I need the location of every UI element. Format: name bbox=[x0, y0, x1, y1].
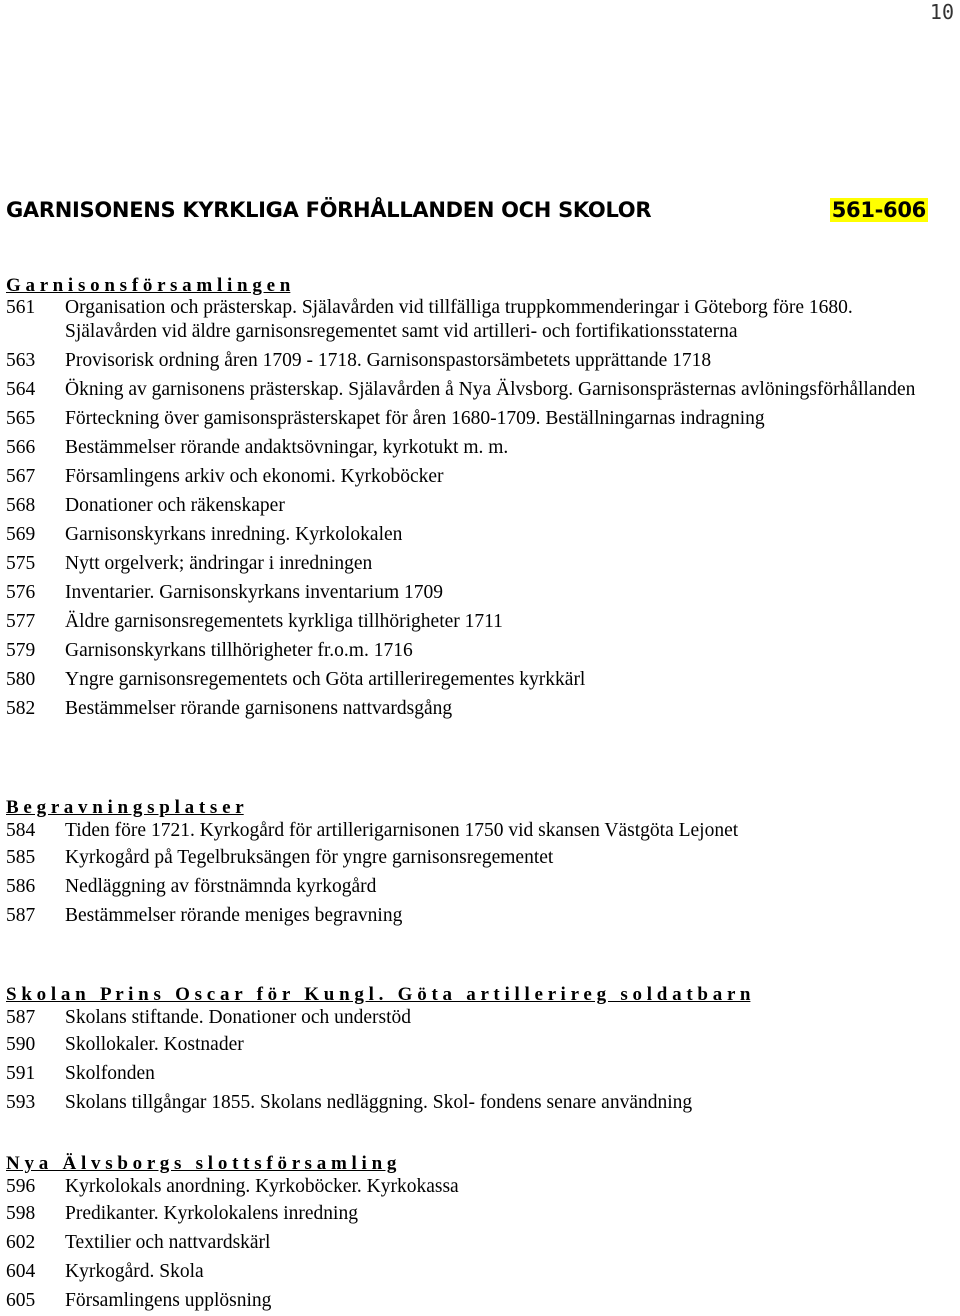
entry-number: 584 bbox=[6, 820, 36, 841]
list-item bbox=[6, 843, 936, 872]
section-skolan-prins-oscar bbox=[6, 985, 936, 1117]
section-title: B e g r a v n i n g s p l a t s e r bbox=[6, 797, 244, 818]
entry-number: 563 bbox=[6, 350, 36, 371]
entry-text: Församlingens upplösning bbox=[65, 1290, 272, 1311]
entry-number: 567 bbox=[6, 466, 36, 487]
entry-text: Yngre garnisonsregementets och Göta artilleriregementes kyrkkärl bbox=[65, 669, 586, 690]
entry-number: 593 bbox=[6, 1092, 36, 1113]
list-item bbox=[6, 665, 936, 694]
list-item bbox=[6, 578, 936, 607]
entry-text: Skolans stiftande. Donationer och understöd bbox=[65, 1007, 412, 1028]
entry-number: 604 bbox=[6, 1261, 36, 1282]
entry-number: 580 bbox=[6, 669, 36, 690]
entry-text: Ökning av garnisonens prästerskap. Själavården å Nya Älvsborg. Garnisonsprästernas avlöningsförhållanden bbox=[65, 379, 916, 400]
section-garnisonsforsamlingen bbox=[6, 276, 936, 723]
entry-number: 602 bbox=[6, 1232, 36, 1253]
entry-number: 586 bbox=[6, 876, 36, 897]
list-item bbox=[6, 607, 936, 636]
list-item bbox=[6, 1228, 936, 1257]
entry-text: Kyrkogård på Tegelbruksängen för yngre garnisonsregementet bbox=[65, 847, 554, 868]
entry-text: Tiden före 1721. Kyrkogård för artillerigarnisonen 1750 vid skansen Västgöta Lejonet bbox=[65, 820, 739, 841]
list-item bbox=[6, 818, 936, 843]
entry-number: 591 bbox=[6, 1063, 36, 1084]
entry-number: 590 bbox=[6, 1034, 36, 1055]
list-item bbox=[6, 1088, 936, 1117]
entry-number: 566 bbox=[6, 437, 36, 458]
section-nya-alvsborg bbox=[6, 1154, 936, 1315]
entry-text: Kyrkogård. Skola bbox=[65, 1261, 204, 1282]
heading-title: GARNISONENS KYRKLIGA FÖRHÅLLANDEN OCH SKOLOR bbox=[6, 198, 652, 222]
entry-number: 587 bbox=[6, 905, 36, 926]
entry-text: Inventarier. Garnisonskyrkans inventarium 1709 bbox=[65, 582, 443, 603]
entry-number: 575 bbox=[6, 553, 36, 574]
entry-text: Donationer och räkenskaper bbox=[65, 495, 285, 516]
list-item bbox=[6, 872, 936, 901]
list-item bbox=[6, 1199, 936, 1228]
entry-number: 587 bbox=[6, 1007, 36, 1028]
entry-text: Bestämmelser rörande meniges begravning bbox=[65, 905, 403, 926]
list-item bbox=[6, 1030, 936, 1059]
list-item bbox=[6, 901, 936, 930]
entry-text: Predikanter. Kyrkolokalens inredning bbox=[65, 1203, 358, 1224]
entry-number: 598 bbox=[6, 1203, 36, 1224]
list-item bbox=[6, 491, 936, 520]
entry-number: 576 bbox=[6, 582, 36, 603]
list-item bbox=[6, 1257, 936, 1286]
list-item bbox=[6, 549, 936, 578]
section-begravningsplatser bbox=[6, 798, 936, 930]
entry-text: Nedläggning av förstnämnda kyrkogård bbox=[65, 876, 377, 897]
entry-number: 569 bbox=[6, 524, 36, 545]
entry-text: Provisorisk ordning åren 1709 - 1718. Garnisonspastorsämbetets upprättande 1718 bbox=[65, 350, 712, 371]
entry-number: 565 bbox=[6, 408, 36, 429]
list-item bbox=[6, 433, 936, 462]
entry-number: 577 bbox=[6, 611, 36, 632]
list-item bbox=[6, 462, 936, 491]
list-item bbox=[6, 636, 936, 665]
entry-text: Textilier och nattvardskärl bbox=[65, 1232, 271, 1253]
entry-number: 605 bbox=[6, 1290, 36, 1311]
entry-text: Äldre garnisonsregementets kyrkliga tillhörigheter 1711 bbox=[65, 611, 503, 632]
list-item bbox=[6, 1059, 936, 1088]
entry-text: Församlingens arkiv och ekonomi. Kyrkoböcker bbox=[65, 466, 444, 487]
entry-text: Bestämmelser rörande andaktsövningar, kyrkotukt m. m. bbox=[65, 437, 509, 458]
entry-text: Skolfonden bbox=[65, 1063, 155, 1084]
entry-number: 596 bbox=[6, 1176, 36, 1197]
entry-number: 582 bbox=[6, 698, 36, 719]
entry-number: 561 bbox=[6, 297, 36, 318]
entry-text: Skolans tillgångar 1855. Skolans nedläggning. Skol- fondens senare användning bbox=[65, 1092, 693, 1113]
section-title: N y a Ä l v s b o r g s s l o t t s f ö r s a m l i n g bbox=[6, 1153, 397, 1174]
list-item bbox=[6, 520, 936, 549]
list-item bbox=[6, 346, 936, 375]
entry-text: Förteckning över gamisonsprästerskapet för åren 1680-1709. Beställningarnas indragning bbox=[65, 408, 765, 429]
entry-number: 585 bbox=[6, 847, 36, 868]
entry-number: 579 bbox=[6, 640, 36, 661]
entry-number: 568 bbox=[6, 495, 36, 516]
entry-text: Garnisonskyrkans inredning. Kyrkolokalen bbox=[65, 524, 403, 545]
entry-text: Skollokaler. Kostnader bbox=[65, 1034, 244, 1055]
heading-range: 561-606 bbox=[831, 198, 926, 222]
page-number: 10 bbox=[929, 0, 954, 24]
list-item bbox=[6, 1174, 936, 1199]
entry-text: Organisation och prästerskap. Själavården vid tillfälliga truppkommenderingar i Göteborg före 1680. Själavården vid äldre garnisonsregementet samt vid artilleri- och fortifikationsstaterna bbox=[65, 297, 853, 342]
page-title bbox=[6, 198, 928, 222]
entry-text: Kyrkolokals anordning. Kyrkoböcker. Kyrkokassa bbox=[65, 1176, 459, 1197]
section-title: S k o l a n P r i n s O s c a r f ö r K u n g l . G ö t a a r t i l l e r i r e g s o l d a t b a r n bbox=[6, 984, 751, 1005]
list-item bbox=[6, 375, 936, 404]
entry-text: Nytt orgelverk; ändringar i inredningen bbox=[65, 553, 373, 574]
entry-text: Garnisonskyrkans tillhörigheter fr.o.m. 1716 bbox=[65, 640, 413, 661]
list-item bbox=[6, 404, 936, 433]
list-item bbox=[6, 1286, 936, 1315]
section-title: G a r n i s o n s f ö r s a m l i n g e n bbox=[6, 275, 291, 296]
list-item bbox=[6, 694, 936, 723]
entry-number: 564 bbox=[6, 379, 36, 400]
list-item bbox=[6, 1005, 936, 1030]
entry-text: Bestämmelser rörande garnisonens nattvardsgång bbox=[65, 698, 453, 719]
list-item bbox=[6, 296, 936, 344]
